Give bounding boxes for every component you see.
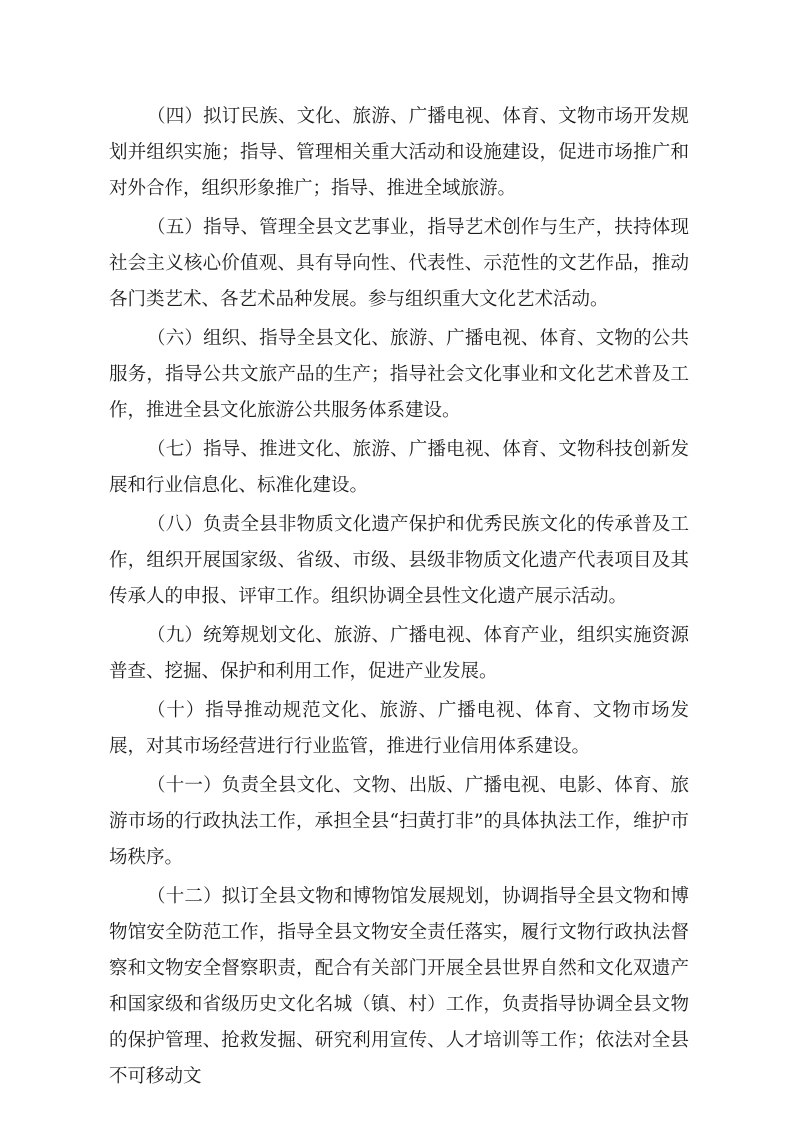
paragraph-8: （八）负责全县非物质文化遗产保护和优秀民族文化的传承普及工作，组织开展国家级、省级、市级、县级非物质文化遗产代表项目及其传承人的申报、评审工作。组织协调全县性文化遗产展示活动。 xyxy=(109,514,689,607)
paragraph-12: （十二）拟订全县文物和博物馆发展规划，协调指导全县文物和博物馆安全防范工作，指导全县文物安全责任落实，履行文物行政执法督察和文物安全督察职责，配合有关部门开展全县世界自然和文化双遗产和国家级和省级历史文化名城（镇、村）工作，负责指导协调全县文物的保护管理、抢救发掘、研究利用宣传、人才培训等工作；依法对全县不可移动文 xyxy=(109,886,689,1087)
paragraph-5: （五）指导、管理全县文艺事业，指导艺术创作与生产，扶持体现社会主义核心价值观、具有导向性、代表性、示范性的文艺作品，推动各门类艺术、各艺术品种发展。参与组织重大文化艺术活动。 xyxy=(109,217,689,310)
paragraph-9: （九）统筹规划文化、旅游、广播电视、体育产业，组织实施资源普查、挖掘、保护和利用工作，促进产业发展。 xyxy=(109,625,689,682)
document-body xyxy=(109,99,689,1098)
paragraph-4: （四）拟订民族、文化、旅游、广播电视、体育、文物市场开发规划并组织实施；指导、管理相关重大活动和设施建设，促进市场推广和对外合作，组织形象推广；指导、推进全域旅游。 xyxy=(109,106,689,199)
paragraph-10: （十）指导推动规范文化、旅游、广播电视、体育、文物市场发展，对其市场经营进行行业监管，推进行业信用体系建设。 xyxy=(109,700,689,757)
paragraph-7: （七）指导、推进文化、旅游、广播电视、体育、文物科技创新发展和行业信息化、标准化建设。 xyxy=(109,439,689,496)
paragraph-11: （十一）负责全县文化、文物、出版、广播电视、电影、体育、旅游市场的行政执法工作，承担全县“扫黄打非”的具体执法工作，维护市场秩序。 xyxy=(109,775,689,868)
paragraph-6: （六）组织、指导全县文化、旅游、广播电视、体育、文物的公共服务，指导公共文旅产品的生产；指导社会文化事业和文化艺术普及工作，推进全县文化旅游公共服务体系建设。 xyxy=(109,328,689,421)
